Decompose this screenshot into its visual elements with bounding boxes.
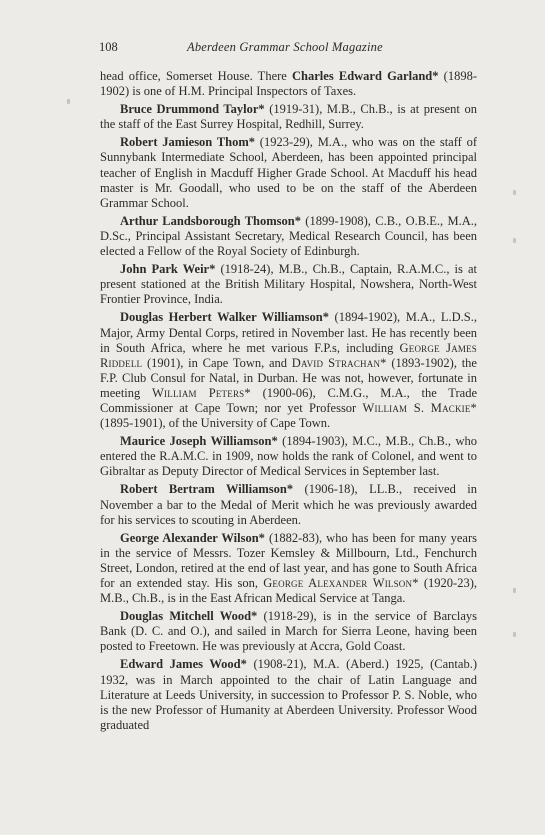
person-name: Maurice Joseph Williamson* [120,434,278,449]
person-name: William S. Mackie* [362,400,478,415]
person-name: Edward James Wood* [120,657,247,672]
person-name: George James Riddell [100,340,477,370]
person-name: Bruce Drummond Taylor* [120,102,265,117]
paragraph-wilson: George Alexander Wilson* (1882-83), who has been for many years in the service of Messrs. Tozer Kemsley & Millbourn, Ltd., Fenchurch Street, London, retired at the end of last year, and has gone to South Africa for an extended stay. His son, George Alexander Wilson* (1920-23), M.B., Ch.B., is in the East African Medical Service at Tanga. [100,530,478,606]
person-name: William Peters* [152,385,251,400]
person-name: Robert Bertram Williamson* [120,482,294,497]
paper-speck [513,190,516,195]
running-title: Aberdeen Grammar School Magazine [187,40,383,54]
person-name: Douglas Mitchell Wood* [120,609,258,624]
paragraph-weir: John Park Weir* (1918-24), M.B., Ch.B., Captain, R.A.M.C., is at present stationed at the British Military Hospital, Nowshera, North-West Frontier Province, India. [100,262,478,307]
person-name: David Strachan* [291,355,387,370]
paragraph-taylor: Bruce Drummond Taylor* (1919-31), M.B., Ch.B., is at present on the staff of the East Surrey Hospital, Redhill, Surrey. [100,102,477,132]
paragraph-ej-wood: Edward James Wood* (1908-21), M.A. (Aberd.) 1925, (Cantab.) 1932, was in March appointed to the chair of Latin Language and Literature at Leeds University, in succession to Professor P. S. Noble, who is the new Professor of Humanity at Aberdeen University. Professor Wood graduated [100,657,477,732]
paragraph-garland: head office, Somerset House. There Charles Edward Garland* (1898-1902) is one of H.M. Principal Inspectors of Taxes. [100,69,477,99]
paragraph-thomson: Arthur Landsborough Thomson* (1899-1908), C.B., O.B.E., M.A., D.Sc., Principal Assistant Secretary, Medical Research Council, has been elected a Fellow of the Royal Society of Edinburgh. [100,213,477,259]
paper-speck [513,588,516,593]
person-name: George Alexander Wilson* [120,530,265,545]
paragraph-dm-wood: Douglas Mitchell Wood* (1918-29), is in the service of Barclays Bank (D. C. and O.), and sailed in March for Sierra Leone, having been posted to Freetown. He was previously at Accra, Gold Coast. [100,609,478,654]
paper-speck [513,632,516,637]
page-body [100,69,477,736]
paragraph-dh-williamson: Douglas Herbert Walker Williamson* (1894-1902), M.A., L.D.S., Major, Army Dental Corps, retired in November last. He has recently been in South Africa, where he met various F.P.s, including George James Riddell (1901), in Cape Town, and David Strachan* (1893-1902), the F.P. Club Consul for Natal, in Durban. He was not, however, fortunate in meeting William Peters* (1900-06), C.M.G., M.A., the Trade Commissioner at Cape Town; nor yet Professor William S. Mackie* (1895-1901), of the University of Cape Town. [100,310,478,431]
person-name: Douglas Herbert Walker Williamson* [120,310,329,325]
person-name: John Park Weir* [120,262,216,277]
person-name: Robert Jamieson Thom* [120,135,256,150]
person-name: George Alexander Wilson* [263,576,419,590]
paper-speck [513,238,516,243]
paragraph-thom: Robert Jamieson Thom* (1923-29), M.A., who was on the staff of Sunnybank Intermediate School, Aberdeen, has been appointed principal teacher of English in Macduff Higher Grade School. At Macduff his head master is Mr. Goodall, who used to be on the staff of the Aberdeen Grammar School. [100,135,478,210]
paper-speck [67,99,70,104]
paragraph-rb-williamson: Robert Bertram Williamson* (1906-18), LL.B., received in November a bar to the Medal of Merit which he was previously awarded for his services to scouting in Aberdeen. [100,482,477,527]
page-header [99,40,477,56]
page-number: 108 [99,40,118,54]
person-name: Arthur Landsborough Thomson* [120,213,301,228]
person-name: Charles Edward Garland* [292,69,439,83]
paragraph-mj-williamson: Maurice Joseph Williamson* (1894-1903), M.C., M.B., Ch.B., who entered the R.A.M.C. in 1909, now holds the rank of Colonel, and went to Gibraltar as Deputy Director of Medical Services in September last. [100,434,478,479]
